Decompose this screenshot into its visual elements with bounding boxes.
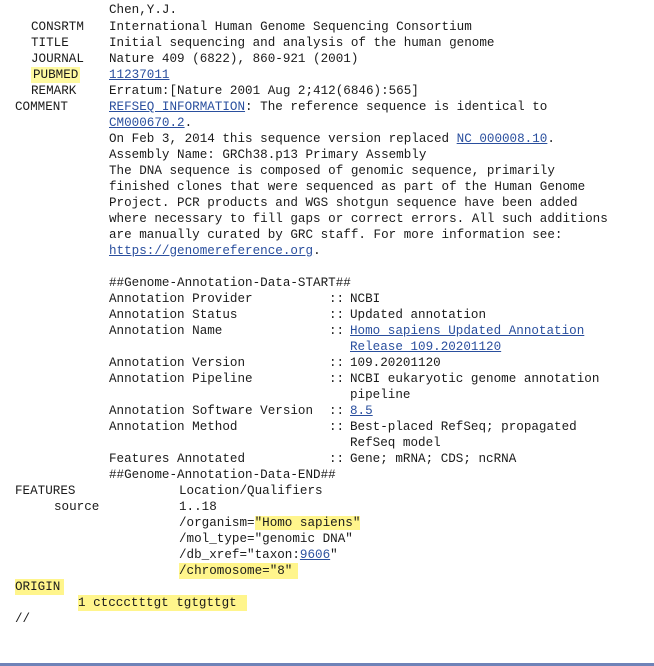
sep: ::: [329, 452, 345, 466]
annotation-name-link-2[interactable]: Release 109.20201120: [350, 340, 502, 354]
record-terminator: //: [15, 612, 31, 626]
db-xref-tail: ": [330, 548, 338, 562]
sep: ::: [329, 308, 345, 322]
comment-line-2: [0, 115, 193, 131]
annotation-method-label: Annotation Method: [109, 420, 238, 434]
annotation-pipeline-value-2: pipeline: [350, 388, 411, 402]
cm000670-link[interactable]: CM000670.2: [109, 116, 185, 130]
pubmed-label: PUBMED: [33, 68, 79, 82]
origin-label: ORIGIN: [15, 579, 64, 595]
sep: ::: [329, 292, 345, 306]
db-xref-key: /db_xref="taxon:: [179, 548, 300, 562]
features-annotated-value: Gene; mRNA; CDS; ncRNA: [350, 452, 517, 466]
title-line: [0, 35, 495, 51]
journal-line: [0, 51, 359, 67]
sep: ::: [329, 372, 345, 386]
comment-line-7: [0, 195, 578, 211]
comment-line-10: [0, 243, 321, 259]
terminator-line: [0, 611, 30, 627]
journal-label: JOURNAL: [31, 52, 84, 66]
annotation-method-value-1: Best-placed RefSeq; propagated: [350, 420, 577, 434]
annotation-name-line-2: [0, 339, 502, 355]
annotation-end: ##Genome-Annotation-Data-END##: [109, 468, 336, 482]
annotation-start: ##Genome-Annotation-Data-START##: [109, 276, 351, 290]
annotation-provider-value: NCBI: [350, 292, 381, 306]
annotation-status-line: [0, 307, 487, 323]
annotation-pipeline-line: [0, 371, 600, 387]
cm-tail: .: [184, 116, 193, 130]
refseq-text: : The reference sequence is identical to: [245, 100, 548, 114]
annotation-software-line: [0, 403, 373, 419]
description-2: finished clones that were sequenced as part of the Human Genome: [109, 180, 586, 194]
annotation-pipeline-value-1: NCBI eukaryotic genome annotation: [350, 372, 600, 386]
source-label: source: [54, 500, 100, 514]
features-header-line: [0, 483, 323, 499]
sep: ::: [329, 420, 345, 434]
location-qualifiers: Location/Qualifiers: [179, 484, 323, 498]
sep: ::: [329, 356, 345, 370]
annotation-name-label: Annotation Name: [109, 324, 223, 338]
organism-value: "Homo sapiens": [254, 516, 361, 530]
description-3: Project. PCR products and WGS shotgun sequence have been added: [109, 196, 578, 210]
features-label: FEATURES: [15, 484, 76, 498]
annotation-pipeline-label: Annotation Pipeline: [109, 372, 253, 386]
sep: ::: [329, 404, 345, 418]
description-1: The DNA sequence is composed of genomic sequence, primarily: [109, 164, 555, 178]
remark-value: Erratum:[Nature 2001 Aug 2;412(6846):565]: [109, 84, 419, 98]
annotation-provider-label: Annotation Provider: [109, 292, 253, 306]
annotation-status-label: Annotation Status: [109, 308, 238, 322]
consrtm-label: CONSRTM: [31, 20, 84, 34]
consrtm-line: [0, 19, 472, 35]
db-xref-line: [0, 547, 338, 563]
refseq-information-link[interactable]: REFSEQ INFORMATION: [109, 100, 246, 114]
pubmed-line: [0, 67, 170, 83]
comment-label: COMMENT: [15, 100, 68, 114]
replaced-text: On Feb 3, 2014 this sequence version replaced: [109, 132, 457, 146]
authors-tail: Chen,Y.J.: [109, 3, 178, 17]
title-label: TITLE: [31, 36, 69, 50]
replaced-tail: .: [547, 132, 555, 146]
taxon-link[interactable]: 9606: [299, 548, 331, 562]
source-line: [0, 499, 217, 515]
description-5: are manually curated by GRC staff. For more information see:: [109, 228, 563, 242]
grc-tail: .: [313, 244, 321, 258]
annotation-status-value: Updated annotation: [350, 308, 487, 322]
assembly-name: Assembly Name: GRCh38.p13 Primary Assembly: [109, 148, 427, 162]
comment-line-6: [0, 179, 586, 195]
mol-type: /mol_type="genomic DNA": [179, 532, 353, 546]
annotation-method-value-2: RefSeq model: [350, 436, 441, 450]
comment-line-9: [0, 227, 563, 243]
annotation-version-value: 109.20201120: [350, 356, 441, 370]
sep: ::: [329, 324, 345, 338]
title-value: Initial sequencing and analysis of the human genome: [109, 36, 495, 50]
comment-line-4: [0, 147, 427, 163]
comment-line-1: [0, 99, 548, 115]
annotation-method-line: [0, 419, 577, 435]
organism-line: [0, 515, 361, 531]
authors-tail-line: [0, 2, 178, 18]
comment-line-8: [0, 211, 608, 227]
features-annotated-label: Features Annotated: [109, 452, 246, 466]
origin-line: [0, 579, 61, 595]
annotation-end-line: [0, 467, 336, 483]
remark-line: [0, 83, 419, 99]
remark-label: REMARK: [31, 84, 77, 98]
annotation-pipeline-line-2: [0, 387, 411, 403]
annotation-start-line: [0, 275, 351, 291]
chromosome-line: [0, 563, 293, 579]
mol-type-line: [0, 531, 353, 547]
journal-value: Nature 409 (6822), 860-921 (2001): [109, 52, 359, 66]
annotation-provider-line: [0, 291, 381, 307]
comment-line-3: [0, 131, 555, 147]
annotation-name-line: [0, 323, 585, 339]
consrtm-value: International Human Genome Sequencing Consortium: [109, 20, 472, 34]
sequence-line: [0, 595, 237, 611]
source-range: 1..18: [179, 500, 217, 514]
comment-line-5: [0, 163, 555, 179]
pubmed-link[interactable]: 11237011: [109, 68, 170, 82]
chromosome: /chromosome="8": [179, 563, 298, 579]
annotation-software-label: Annotation Software Version: [109, 404, 314, 418]
organism-key: /organism=: [179, 516, 255, 530]
description-4: where necessary to fill gaps or correct errors. All such additions: [109, 212, 608, 226]
nc-000008-link[interactable]: NC_000008.10: [456, 132, 548, 146]
annotation-name-link-1[interactable]: Homo sapiens Updated Annotation: [350, 324, 585, 338]
features-annotated-line: [0, 451, 517, 467]
sequence-data: 1 ctccctttgt tgtgttgt: [78, 595, 247, 611]
annotation-version-label: Annotation Version: [109, 356, 246, 370]
annotation-software-link[interactable]: 8.5: [350, 404, 373, 418]
genomereference-link[interactable]: https://genomereference.org: [109, 244, 314, 258]
annotation-method-line-2: [0, 435, 441, 451]
annotation-version-line: [0, 355, 441, 371]
